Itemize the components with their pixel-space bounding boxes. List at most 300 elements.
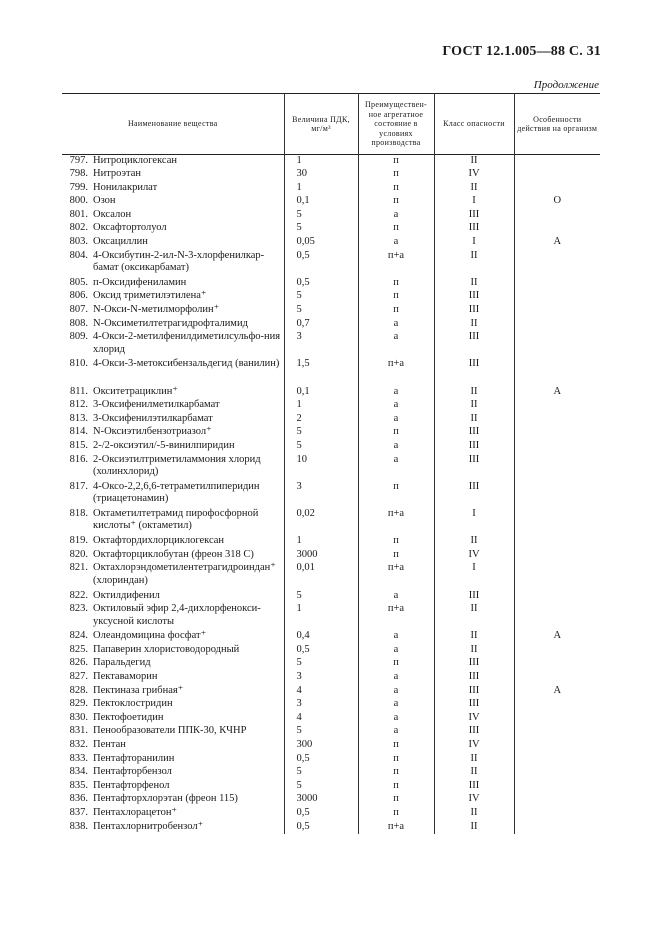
effect-feature-cell	[514, 508, 600, 535]
effect-feature-cell	[514, 780, 600, 794]
row-number: 812.	[69, 399, 88, 411]
row-number: 809.	[69, 331, 88, 343]
aggregate-state-cell: п	[358, 182, 434, 196]
table-row	[62, 250, 600, 277]
row-number: 818.	[69, 507, 88, 519]
row-number: 799.	[69, 181, 88, 193]
hazard-class-cell: IV	[434, 549, 514, 563]
pdk-value-cell: 3	[284, 481, 358, 508]
row-number: 814.	[69, 426, 88, 438]
pdk-value-cell: 5	[284, 222, 358, 236]
hazard-class-cell: III	[434, 209, 514, 223]
hazard-class-cell: II	[434, 766, 514, 780]
substance-cell	[62, 440, 284, 454]
pdk-value-cell: 4	[284, 712, 358, 726]
hazard-class-cell: III	[434, 222, 514, 236]
effect-feature-cell: А	[514, 236, 600, 250]
effect-feature-cell	[514, 426, 600, 440]
effect-feature-cell	[514, 807, 600, 821]
row-number: 827.	[69, 671, 88, 683]
substance-name: Октиловый эфир 2,4-дихлорфенокси-уксусной кислоты	[93, 603, 261, 627]
effect-feature-cell	[514, 603, 600, 630]
substance-name: Оксалон	[93, 208, 132, 220]
effect-feature-cell	[514, 277, 600, 291]
aggregate-state-cell: п	[358, 807, 434, 821]
substance-cell	[62, 250, 284, 277]
substance-name: Папаверин хлористоводородный	[93, 643, 240, 655]
table-row	[62, 793, 600, 807]
substance-name: Нитроэтан	[93, 168, 142, 180]
hazard-class-cell: II	[434, 386, 514, 400]
table-row	[62, 399, 600, 413]
hazard-class-cell: II	[434, 753, 514, 767]
aggregate-state-cell: а	[358, 630, 434, 644]
table-row	[62, 603, 600, 630]
substance-cell	[62, 657, 284, 671]
effect-feature-cell	[514, 331, 600, 358]
effect-feature-cell	[514, 358, 600, 385]
hazard-class-cell: II	[434, 535, 514, 549]
hazard-class-cell: III	[434, 725, 514, 739]
substance-cell	[62, 277, 284, 291]
table-row	[62, 562, 600, 589]
header-aggregate-state: Преимуществен-ное агрегатное состояние в условиях производства	[358, 94, 434, 155]
effect-feature-cell	[514, 766, 600, 780]
substance-cell	[62, 535, 284, 549]
row-number: 810.	[69, 358, 88, 370]
substance-name: Оксациллин	[93, 236, 148, 248]
table-row	[62, 182, 600, 196]
pdk-value-cell: 0,4	[284, 630, 358, 644]
table-row	[62, 657, 600, 671]
pdk-value-cell: 0,1	[284, 386, 358, 400]
table-row	[62, 712, 600, 726]
table-row	[62, 725, 600, 739]
effect-feature-cell	[514, 155, 600, 169]
pdk-value-cell: 5	[284, 440, 358, 454]
row-number: 835.	[69, 779, 88, 791]
effect-feature-cell: А	[514, 386, 600, 400]
substance-name: 4-Окси-2-метилфенилдиметилсульфо-ния хлорид	[93, 331, 281, 355]
substance-name: п-Оксидифениламин	[93, 276, 187, 288]
pdk-value-cell: 4	[284, 685, 358, 699]
pdk-value-cell: 5	[284, 304, 358, 318]
pdk-value-cell: 300	[284, 739, 358, 753]
aggregate-state-cell: п+а	[358, 358, 434, 385]
pdk-value-cell: 5	[284, 780, 358, 794]
aggregate-state-cell: п	[358, 168, 434, 182]
substance-name: 4-Оксо-2,2,6,6-тетраметилпиперидин (триацетонамин)	[93, 480, 260, 505]
aggregate-state-cell: а	[358, 590, 434, 604]
table-row	[62, 807, 600, 821]
pdk-value-cell: 0,5	[284, 250, 358, 277]
substance-cell	[62, 562, 284, 589]
aggregate-state-cell: а	[358, 454, 434, 481]
hazard-class-cell: IV	[434, 168, 514, 182]
effect-feature-cell	[514, 440, 600, 454]
pdk-value-cell: 0,5	[284, 277, 358, 291]
row-number: 815.	[69, 439, 88, 451]
aggregate-state-cell: п	[358, 739, 434, 753]
effect-feature-cell	[514, 725, 600, 739]
row-number: 802.	[69, 222, 88, 234]
row-number: 813.	[69, 412, 88, 424]
row-number: 830.	[69, 711, 88, 723]
row-number: 828.	[69, 684, 88, 696]
pdk-value-cell: 0,5	[284, 821, 358, 835]
substance-name: Октаметилтетрамид пирофосфорной кислоты⁺ (октаметил)	[93, 507, 259, 532]
aggregate-state-cell: а	[358, 236, 434, 250]
row-number: 801.	[69, 208, 88, 220]
effect-feature-cell	[514, 481, 600, 508]
hazard-class-cell: III	[434, 290, 514, 304]
table-row	[62, 236, 600, 250]
substances-table	[62, 93, 600, 834]
substance-name: Пентафторхлорэтан (фреон 115)	[93, 793, 238, 805]
table-row	[62, 685, 600, 699]
effect-feature-cell	[514, 657, 600, 671]
hazard-class-cell: I	[434, 236, 514, 250]
table-row	[62, 739, 600, 753]
substance-cell	[62, 603, 284, 630]
table-row	[62, 331, 600, 358]
substance-name: Паральдегид	[93, 657, 151, 669]
aggregate-state-cell: п	[358, 304, 434, 318]
substance-name: N-Оксиэтилбензотриазол⁺	[93, 426, 212, 438]
hazard-class-cell: III	[434, 358, 514, 385]
table-row	[62, 277, 600, 291]
hazard-class-cell: II	[434, 644, 514, 658]
pdk-value-cell: 5	[284, 209, 358, 223]
substance-cell	[62, 671, 284, 685]
substance-cell	[62, 644, 284, 658]
table-row	[62, 386, 600, 400]
effect-feature-cell	[514, 549, 600, 563]
aggregate-state-cell: а	[358, 318, 434, 332]
pdk-value-cell: 30	[284, 168, 358, 182]
table-row	[62, 318, 600, 332]
row-number: 797.	[69, 155, 88, 166]
hazard-class-cell: III	[434, 454, 514, 481]
hazard-class-cell: II	[434, 318, 514, 332]
row-number: 803.	[69, 236, 88, 248]
row-number: 833.	[69, 752, 88, 764]
hazard-class-cell: III	[434, 780, 514, 794]
pdk-value-cell: 0,01	[284, 562, 358, 589]
table-row	[62, 304, 600, 318]
table-row	[62, 358, 600, 385]
hazard-class-cell: III	[434, 590, 514, 604]
pdk-value-cell: 5	[284, 590, 358, 604]
substance-cell	[62, 413, 284, 427]
effect-feature-cell	[514, 821, 600, 835]
aggregate-state-cell: п	[358, 195, 434, 209]
effect-feature-cell	[514, 712, 600, 726]
pdk-value-cell: 1,5	[284, 358, 358, 385]
table-header	[62, 94, 600, 155]
substance-name: Пентафторанилин	[93, 752, 175, 764]
substance-name: Озон	[93, 195, 116, 207]
row-number: 837.	[69, 807, 88, 818]
row-number: 832.	[69, 739, 88, 751]
pdk-value-cell: 3000	[284, 793, 358, 807]
row-number: 838.	[69, 820, 88, 832]
aggregate-state-cell: п+а	[358, 603, 434, 630]
row-number: 825.	[69, 643, 88, 655]
substance-cell	[62, 386, 284, 400]
pdk-value-cell: 0,1	[284, 195, 358, 209]
effect-feature-cell	[514, 698, 600, 712]
row-number: 826.	[69, 657, 88, 669]
aggregate-state-cell: п	[358, 549, 434, 563]
header-pdk-value: Величина ПДК, мг/м³	[284, 94, 358, 155]
substance-cell	[62, 725, 284, 739]
row-number: 806.	[69, 290, 88, 302]
substance-cell	[62, 236, 284, 250]
table-row	[62, 821, 600, 835]
table-row	[62, 413, 600, 427]
effect-feature-cell	[514, 793, 600, 807]
table-row	[62, 753, 600, 767]
aggregate-state-cell: а	[358, 712, 434, 726]
aggregate-state-cell: п	[358, 290, 434, 304]
aggregate-state-cell: а	[358, 644, 434, 658]
aggregate-state-cell: а	[358, 399, 434, 413]
effect-feature-cell	[514, 671, 600, 685]
substance-name: Оксид триметилэтилена⁺	[93, 290, 207, 302]
aggregate-state-cell: п+а	[358, 562, 434, 589]
substance-name: Пенообразователи ППК-30, КЧНР	[93, 725, 247, 737]
pdk-value-cell: 5	[284, 725, 358, 739]
table-row	[62, 195, 600, 209]
substance-name: Октафтордихлорциклогексан	[93, 535, 225, 547]
table-row	[62, 780, 600, 794]
effect-feature-cell	[514, 399, 600, 413]
row-number: 808.	[69, 317, 88, 329]
substance-name: Окситетрациклин⁺	[93, 385, 178, 397]
hazard-class-cell: II	[434, 630, 514, 644]
table-row	[62, 508, 600, 535]
table-row	[62, 698, 600, 712]
substance-cell	[62, 304, 284, 318]
row-number: 800.	[69, 195, 88, 207]
table-row	[62, 426, 600, 440]
row-number: 821.	[69, 562, 88, 574]
substance-cell	[62, 209, 284, 223]
pdk-value-cell: 10	[284, 454, 358, 481]
hazard-class-cell: III	[434, 304, 514, 318]
substance-name: Пентан	[93, 739, 126, 751]
substance-cell	[62, 318, 284, 332]
effect-feature-cell	[514, 535, 600, 549]
substance-name: Пентафторфенол	[93, 779, 170, 791]
hazard-class-cell: IV	[434, 793, 514, 807]
row-number: 807.	[69, 304, 88, 316]
substance-name: Нонилакрилат	[93, 181, 158, 193]
substance-cell	[62, 155, 284, 169]
aggregate-state-cell: п	[358, 793, 434, 807]
row-number: 824.	[69, 630, 88, 642]
hazard-class-cell: III	[434, 481, 514, 508]
aggregate-state-cell: п	[358, 426, 434, 440]
substance-cell	[62, 712, 284, 726]
hazard-class-cell: II	[434, 277, 514, 291]
aggregate-state-cell: п	[358, 766, 434, 780]
aggregate-state-cell: п	[358, 657, 434, 671]
row-number: 811.	[70, 385, 88, 397]
substance-cell	[62, 454, 284, 481]
substance-name: N-Оксиметилтетрагидрофталимид	[93, 317, 248, 329]
pdk-value-cell: 5	[284, 290, 358, 304]
substance-cell	[62, 290, 284, 304]
substance-name: Пентахлорнитробензол⁺	[93, 820, 204, 832]
pdk-value-cell: 0,5	[284, 644, 358, 658]
table-row	[62, 155, 600, 169]
row-number: 805.	[69, 276, 88, 288]
pdk-value-cell: 3	[284, 331, 358, 358]
substance-cell	[62, 780, 284, 794]
aggregate-state-cell: а	[358, 698, 434, 712]
substance-name: N-Окси-N-метилморфолин⁺	[93, 304, 220, 316]
aggregate-state-cell: п	[358, 535, 434, 549]
effect-feature-cell	[514, 318, 600, 332]
aggregate-state-cell: а	[358, 685, 434, 699]
row-number: 831.	[69, 725, 88, 737]
aggregate-state-cell: а	[358, 440, 434, 454]
pdk-value-cell: 0,7	[284, 318, 358, 332]
row-number: 798.	[69, 168, 88, 180]
substance-name: Октилдифенил	[93, 589, 160, 601]
pdk-value-cell: 1	[284, 603, 358, 630]
header-hazard-class: Класс опасности	[434, 94, 514, 155]
substance-name: Пектофоетидин	[93, 711, 164, 723]
pdk-value-cell: 5	[284, 426, 358, 440]
substance-name: 4-Оксибутин-2-ил-N-3-хлорфенилкар-бамат (оксикарбамат)	[93, 249, 265, 274]
hazard-class-cell: I	[434, 195, 514, 209]
aggregate-state-cell: а	[358, 386, 434, 400]
pdk-value-cell: 3000	[284, 549, 358, 563]
substance-cell	[62, 821, 284, 835]
effect-feature-cell	[514, 413, 600, 427]
aggregate-state-cell: а	[358, 725, 434, 739]
substance-cell	[62, 182, 284, 196]
table-row	[62, 766, 600, 780]
hazard-class-cell: II	[434, 250, 514, 277]
hazard-class-cell: III	[434, 698, 514, 712]
aggregate-state-cell: п	[358, 481, 434, 508]
row-number: 829.	[69, 698, 88, 710]
substance-cell	[62, 426, 284, 440]
hazard-class-cell: III	[434, 440, 514, 454]
table-row	[62, 481, 600, 508]
substance-name: Пектиназа грибная⁺	[93, 684, 184, 696]
substance-name: 3-Оксифенилметилкарбамат	[93, 399, 220, 411]
row-number: 820.	[69, 548, 88, 560]
hazard-class-cell: II	[434, 399, 514, 413]
row-number: 816.	[69, 453, 88, 465]
aggregate-state-cell: а	[358, 671, 434, 685]
hazard-class-cell: III	[434, 331, 514, 358]
effect-feature-cell	[514, 562, 600, 589]
pdk-value-cell: 3	[284, 698, 358, 712]
row-number: 834.	[69, 766, 88, 778]
substance-cell	[62, 168, 284, 182]
hazard-class-cell: III	[434, 671, 514, 685]
effect-feature-cell: О	[514, 195, 600, 209]
effect-feature-cell	[514, 250, 600, 277]
hazard-class-cell: II	[434, 603, 514, 630]
table-row	[62, 209, 600, 223]
pdk-value-cell: 1	[284, 535, 358, 549]
effect-feature-cell	[514, 168, 600, 182]
substance-name: 2-Оксиэтилтриметиламмония хлорид (холинхлорид)	[93, 453, 261, 478]
page-header: ГОСТ 12.1.005—88 С. 31	[442, 44, 601, 59]
substance-cell	[62, 685, 284, 699]
substance-name: Октахлорэндометилентетрагидроиндан⁺ (хлориндан)	[93, 562, 276, 586]
row-number: 823.	[69, 603, 88, 615]
substance-cell	[62, 481, 284, 508]
substance-name: Октафторциклобутан (фреон 318 С)	[93, 548, 254, 560]
effect-feature-cell	[514, 590, 600, 604]
pdk-value-cell: 1	[284, 399, 358, 413]
substance-cell	[62, 698, 284, 712]
table-row	[62, 440, 600, 454]
aggregate-state-cell: а	[358, 413, 434, 427]
pdk-value-cell: 5	[284, 766, 358, 780]
substance-name: 4-Окси-3-метоксибензальдегид (ванилин)	[93, 358, 280, 370]
substance-name: Нитроциклогексан	[93, 155, 177, 166]
table-row	[62, 671, 600, 685]
hazard-class-cell: II	[434, 182, 514, 196]
header-substance-name: Наименование вещества	[127, 119, 218, 129]
hazard-class-cell: I	[434, 508, 514, 535]
aggregate-state-cell: п+а	[358, 250, 434, 277]
hazard-class-cell: IV	[434, 739, 514, 753]
substance-cell	[62, 331, 284, 358]
pdk-value-cell: 2	[284, 413, 358, 427]
pdk-value-cell: 0,02	[284, 508, 358, 535]
effect-feature-cell: А	[514, 685, 600, 699]
pdk-value-cell: 3	[284, 671, 358, 685]
table-body	[62, 155, 600, 835]
substance-cell	[62, 739, 284, 753]
effect-feature-cell	[514, 182, 600, 196]
substance-name: Пентафторбензол	[93, 766, 172, 778]
substance-cell	[62, 399, 284, 413]
substances-table-container	[62, 93, 600, 834]
table-row	[62, 454, 600, 481]
pdk-value-cell: 5	[284, 657, 358, 671]
table-row	[62, 630, 600, 644]
substance-name: 3-Оксифенилэтилкарбамат	[93, 412, 213, 424]
pdk-value-cell: 0,5	[284, 753, 358, 767]
aggregate-state-cell: п	[358, 780, 434, 794]
effect-feature-cell: А	[514, 630, 600, 644]
substance-cell	[62, 807, 284, 821]
pdk-value-cell: 0,5	[284, 807, 358, 821]
hazard-class-cell: IV	[434, 712, 514, 726]
aggregate-state-cell: п	[358, 155, 434, 169]
substance-cell	[62, 766, 284, 780]
substance-name: Олеандомицина фосфат⁺	[93, 630, 207, 642]
effect-feature-cell	[514, 454, 600, 481]
substance-cell	[62, 508, 284, 535]
aggregate-state-cell: п	[358, 277, 434, 291]
row-number: 819.	[69, 535, 88, 547]
pdk-value-cell: 1	[284, 155, 358, 169]
effect-feature-cell	[514, 209, 600, 223]
hazard-class-cell: II	[434, 807, 514, 821]
